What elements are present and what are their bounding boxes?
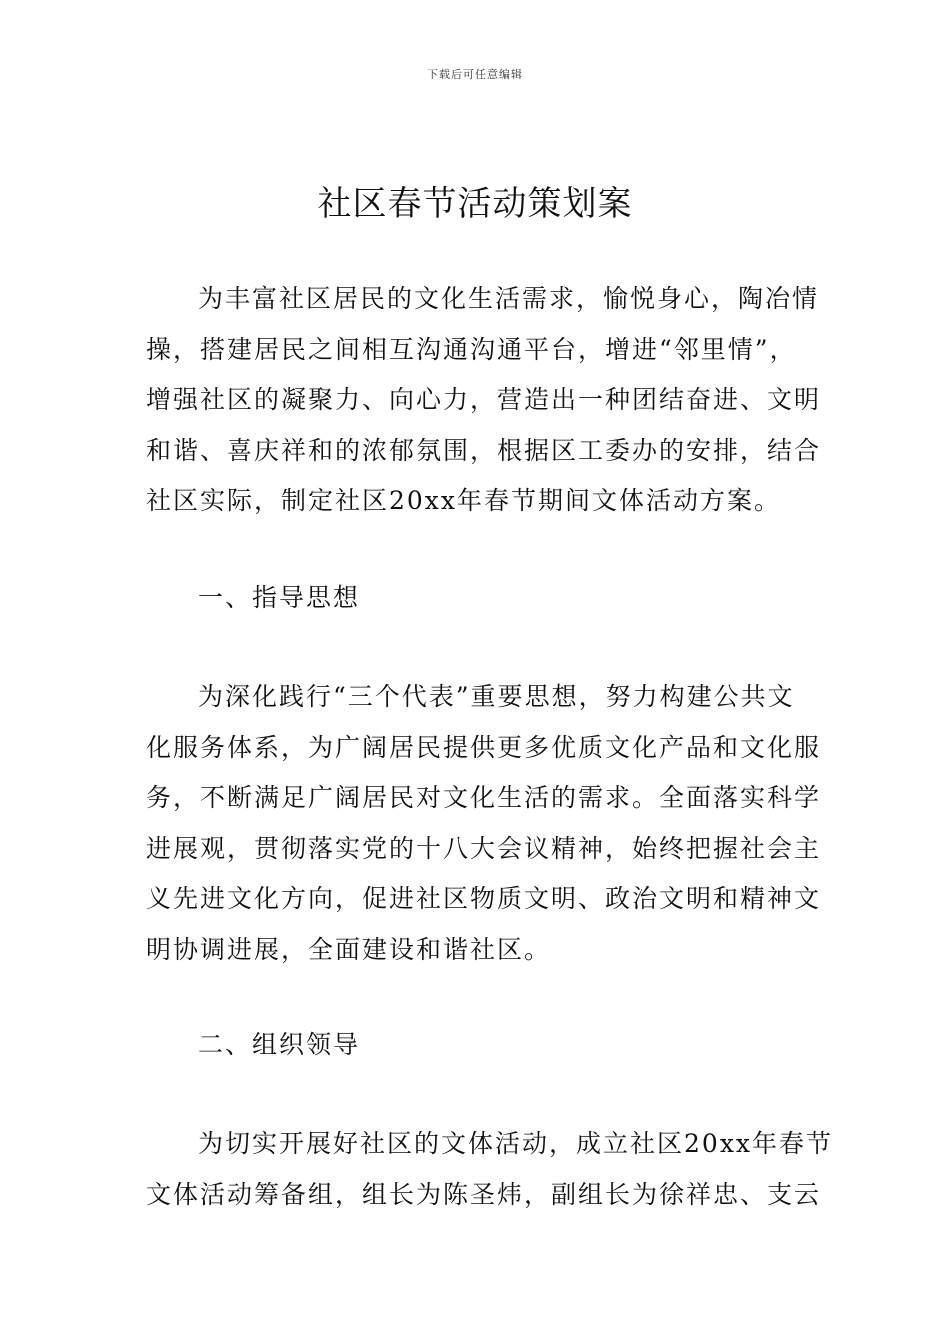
section1-line: 化服务体系，为广阔居民提供更多优质文化产品和文化服 bbox=[146, 732, 822, 762]
section1-line: 务，不断满足广阔居民对文化生活的需求。全面落实科学 bbox=[146, 783, 822, 812]
document-title: 社区春节活动策划案 bbox=[317, 184, 633, 224]
intro-paragraph bbox=[146, 274, 822, 527]
intro-line: 和谐、喜庆祥和的浓郁氛围，根据区工委办的安排，结合 bbox=[146, 435, 822, 465]
section1-line: 为深化践行“三个代表”重要思想，努力构建公共文 bbox=[198, 682, 795, 711]
section1-line: 义先进文化方向，促进社区物质文明、政治文明和精神文 bbox=[146, 884, 822, 913]
intro-line: 社区实际，制定社区20xx年春节期间文体活动方案。 bbox=[146, 486, 782, 515]
section2-line: 文体活动筹备组，组长为陈圣炜，副组长为徐祥忠、支云 bbox=[146, 1179, 822, 1209]
section1-line: 明协调进展，全面建设和谐社区。 bbox=[146, 934, 552, 964]
section2-line: 为切实开展好社区的文体活动，成立社区20xx年春节 bbox=[198, 1129, 834, 1158]
section1-paragraph bbox=[146, 672, 822, 975]
section-heading-guiding-ideology: 一、指导思想 bbox=[198, 583, 361, 612]
intro-line: 操，搭建居民之间相互沟通沟通平台，增进“邻里情”， bbox=[146, 334, 797, 364]
section-heading-organization: 二、组织领导 bbox=[198, 1030, 361, 1059]
section2-paragraph bbox=[146, 1119, 834, 1220]
intro-line: 为丰富社区居民的文化生活需求，愉悦身心，陶冶情 bbox=[198, 284, 820, 313]
intro-line: 增强社区的凝聚力、向心力，营造出一种团结奋进、文明 bbox=[146, 385, 822, 414]
header-note: 下载后可任意编辑 bbox=[427, 68, 523, 81]
section1-line: 进展观，贯彻落实党的十八大会议精神，始终把握社会主 bbox=[146, 833, 822, 863]
